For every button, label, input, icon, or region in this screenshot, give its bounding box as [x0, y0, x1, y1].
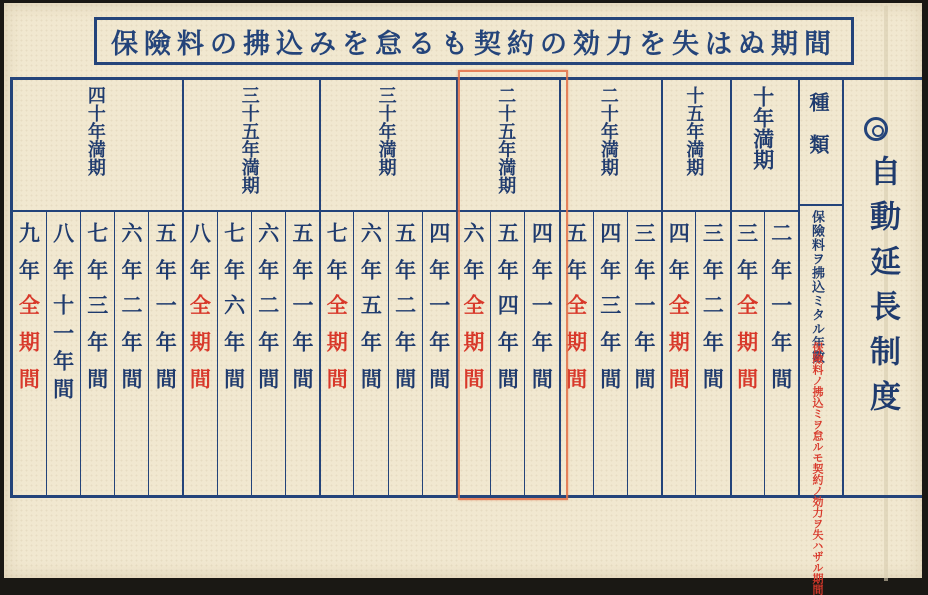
- group-header: 三十五年満期: [238, 86, 260, 194]
- period-cell: 一年間: [153, 294, 179, 405]
- column-divider: [627, 210, 628, 495]
- period-cell: 全期間: [563, 294, 589, 405]
- years-cell: 四年: [529, 222, 555, 296]
- column-divider: [764, 210, 765, 495]
- years-cell: 八年: [50, 222, 76, 296]
- column-divider: [422, 210, 423, 495]
- years-cell: 七年: [324, 222, 350, 296]
- group-header: 四十年満期: [84, 86, 106, 176]
- group-header: 十五年満期: [683, 86, 705, 176]
- group-header: 三十年満期: [375, 86, 397, 176]
- years-cell: 五年: [563, 222, 589, 296]
- period-cell: 一年間: [632, 294, 657, 405]
- column-divider: [661, 80, 663, 495]
- period-cell: 二年間: [255, 294, 281, 405]
- column-divider: [353, 210, 354, 495]
- column-divider: [285, 210, 286, 495]
- column-divider: [798, 80, 800, 495]
- period-cell: 全期間: [187, 294, 213, 405]
- period-cell: 一年間: [768, 294, 794, 405]
- years-cell: 六年: [358, 222, 384, 296]
- column-divider: [114, 210, 115, 495]
- header-divider: [559, 210, 662, 212]
- group-header: 二十年満期: [597, 86, 619, 176]
- column-divider: [593, 210, 594, 495]
- column-divider: [695, 210, 696, 495]
- kind-subheader: 保險料ヲ拂込ミタル年數: [809, 210, 824, 364]
- years-cell: 三年: [632, 222, 657, 296]
- page-title: 保險料の拂込みを怠るも契約の効力を失はぬ期間: [111, 28, 837, 60]
- years-cell: 五年: [290, 222, 315, 296]
- column-divider: [842, 80, 844, 495]
- years-cell: 五年: [153, 222, 179, 296]
- years-cell: 三年: [700, 222, 726, 296]
- period-cell: 全期間: [324, 294, 350, 405]
- column-divider: [10, 80, 12, 495]
- period-cell: 全期間: [16, 294, 42, 405]
- document-sheet: [4, 3, 922, 595]
- column-divider: [46, 210, 47, 495]
- period-cell: 一年間: [529, 294, 555, 405]
- period-cell: 二年間: [119, 294, 144, 405]
- column-divider: [182, 80, 184, 495]
- period-cell: 三年間: [84, 294, 110, 405]
- years-cell: 四年: [597, 222, 623, 296]
- column-divider: [730, 80, 732, 495]
- period-cell: 五年間: [358, 294, 384, 405]
- red-note: 保險料ノ拂込ミヲ怠ルモ契約ノ効力ヲ失ハザル期間: [811, 342, 824, 595]
- years-cell: 七年: [221, 222, 247, 296]
- years-cell: 九年: [16, 222, 42, 296]
- period-cell: 三年間: [597, 294, 623, 405]
- column-divider: [251, 210, 252, 495]
- column-divider: [148, 210, 149, 495]
- column-divider: [388, 210, 389, 495]
- kind-header: 種類: [806, 92, 830, 176]
- column-divider: [319, 80, 321, 495]
- period-cell: 全期間: [734, 294, 760, 405]
- period-cell: 二年間: [392, 294, 418, 405]
- years-cell: 五年: [392, 222, 418, 296]
- group-header: 二十五年満期: [495, 86, 517, 194]
- period-cell: 十一年間: [50, 294, 76, 406]
- period-cell: 二年間: [700, 294, 726, 405]
- period-cell: 全期間: [461, 294, 486, 405]
- group-header: 十年満期: [750, 86, 776, 170]
- column-divider: [217, 210, 218, 495]
- years-cell: 六年: [461, 222, 486, 296]
- period-cell: 六年間: [221, 294, 247, 405]
- side-title: 自動延長制度: [864, 155, 900, 425]
- years-cell: 六年: [255, 222, 281, 296]
- period-cell: 全期間: [666, 294, 692, 405]
- years-cell: 七年: [84, 222, 110, 296]
- period-cell: 一年間: [290, 294, 315, 405]
- red-highlight-box: [458, 70, 568, 500]
- years-cell: 八年: [187, 222, 213, 296]
- double-circle-mark: [864, 117, 888, 141]
- title-box: [94, 17, 854, 65]
- kind-divider: [798, 204, 842, 206]
- years-cell: 四年: [426, 222, 452, 296]
- period-cell: 一年間: [426, 294, 452, 405]
- header-divider: [11, 210, 182, 212]
- column-divider: [80, 210, 81, 495]
- years-cell: 二年: [768, 222, 794, 296]
- years-cell: 三年: [734, 222, 760, 296]
- years-cell: 四年: [666, 222, 692, 296]
- years-cell: 五年: [495, 222, 521, 296]
- years-cell: 六年: [119, 222, 144, 296]
- period-cell: 四年間: [495, 294, 521, 405]
